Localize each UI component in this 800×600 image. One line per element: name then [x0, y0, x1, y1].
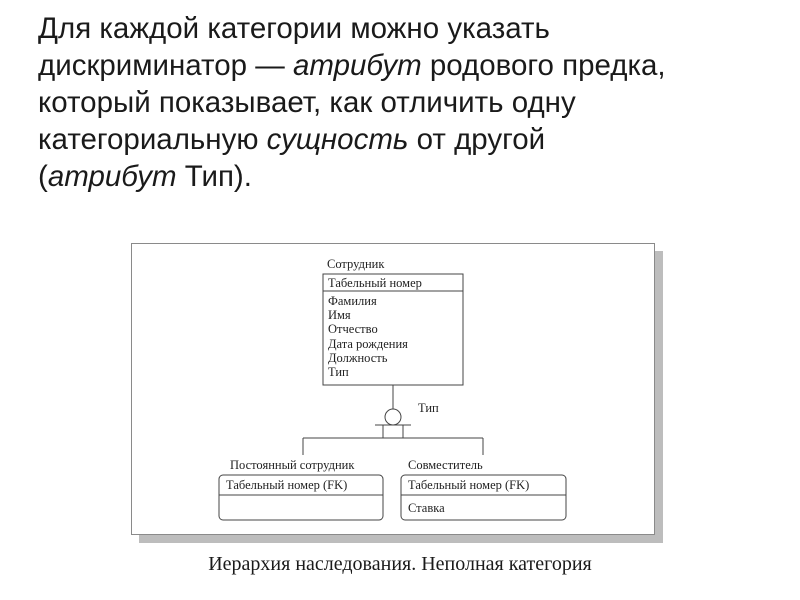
- child-entity-2-name: Совместитель: [408, 458, 483, 472]
- child-entity-1-name: Постоянный сотрудник: [230, 458, 355, 472]
- intro-line-3: который показывает, как отличить одну: [38, 86, 576, 119]
- intro-line-2-part-3: родового предка,: [421, 49, 666, 82]
- intro-line-4-emphasis: сущность: [266, 123, 409, 156]
- parent-attr-surname: Фамилия: [328, 294, 377, 308]
- parent-entity-name: Сотрудник: [327, 257, 385, 271]
- parent-entity-key: Табельный номер: [328, 276, 422, 290]
- discriminator-label: Тип: [418, 401, 439, 415]
- intro-line-5-emphasis: атрибут: [47, 160, 177, 193]
- intro-line-4-part-1: категориальную: [38, 123, 267, 156]
- parent-attr-type: Тип: [328, 365, 349, 379]
- intro-line-4-part-3: от другой: [408, 123, 546, 156]
- intro-line-2-emphasis: атрибут: [292, 49, 422, 82]
- parent-attr-name: Имя: [328, 308, 351, 322]
- intro-line-5-part-1: (: [38, 160, 48, 193]
- figure-caption: Иерархия наследования. Неполная категория: [208, 553, 592, 575]
- intro-line-1: Для каждой категории можно указать: [38, 12, 550, 45]
- child-entity-2-attr-rate: Ставка: [408, 501, 445, 515]
- intro-line-5-part-3: Тип).: [176, 160, 252, 193]
- child-entity-2-key: Табельный номер (FK): [408, 478, 530, 492]
- category-discriminator-circle: [385, 409, 401, 425]
- child-entity-1-key: Табельный номер (FK): [226, 478, 348, 492]
- parent-attr-birthdate: Дата рождения: [328, 337, 408, 351]
- parent-attr-patronymic: Отчество: [328, 322, 378, 336]
- parent-attr-position: Должность: [328, 351, 388, 365]
- intro-line-2-part-1: дискриминатор —: [38, 49, 293, 82]
